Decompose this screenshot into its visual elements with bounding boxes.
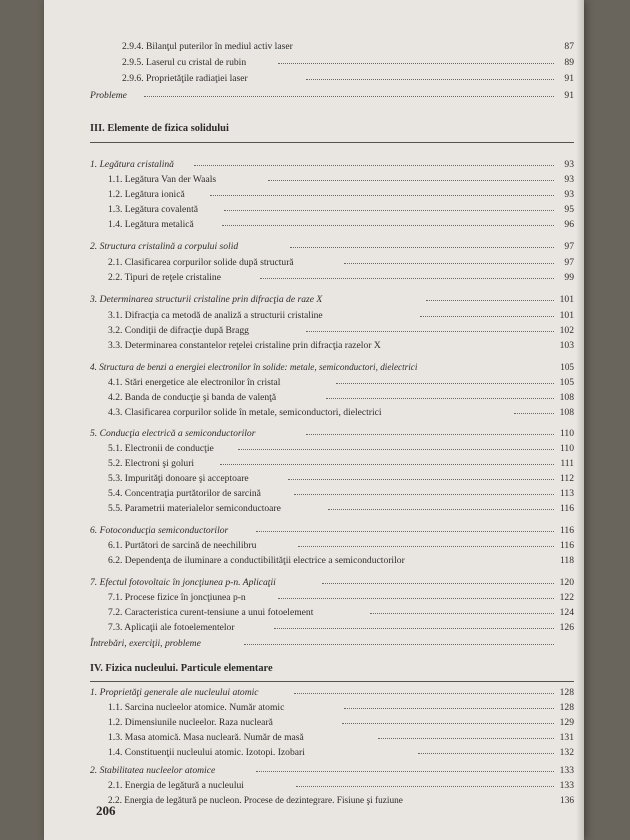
leader-dots [238,448,554,450]
leader-dots [256,770,554,772]
toc-entry-title: 5.2. Electroni şi goluri [108,458,195,469]
chapter-title: III. Elemente de fizica solidului [90,123,229,134]
toc-entry-IV-1-2 [44,716,584,730]
leader-dots [336,382,554,384]
toc-entry-7-2 [44,606,584,620]
leader-dots [294,493,554,495]
toc-entry-title: 4. Structura de benzi a energiei electronilor în solide: metale, semiconductori, dielectrici [90,362,418,372]
toc-entry-title: 6.1. Purtători de sarcină de neechilibru [108,540,257,551]
leader-dots [288,478,554,480]
leader-dots [144,95,554,97]
toc-entry-title: 2.2. Energia de legătură pe nucleon. Procese de dezintegrare. Fisiune şi fuziune [108,796,403,806]
toc-entry-page: 99 [564,272,574,283]
toc-entry-7-1 [44,591,584,605]
leader-dots [244,643,554,645]
toc-entry-page: 122 [559,592,574,603]
toc-entry-title: 2.9.4. Bilanţul puterilor în mediul activ laser [122,41,293,52]
toc-entry-IV-2-1 [44,779,584,793]
leader-dots [344,262,554,264]
toc-entry-page: 111 [560,458,574,469]
toc-entry-title: 6.2. Dependenţa de iluminare a conductibilităţii electrice a semiconductorilor [108,555,405,566]
leader-dots [260,277,554,279]
toc-section-2 [44,240,584,254]
toc-entry-4-1 [44,376,584,390]
toc-entry-title: 5.1. Electronii de conducţie [108,443,214,454]
toc-entry-page: 128 [559,702,574,713]
toc-entry-5-3 [44,472,584,486]
toc-entry-page: 128 [559,687,574,698]
toc-entry-page: 93 [564,189,574,200]
leader-dots [342,722,554,724]
chapter-rule [90,681,574,682]
toc-entry-1-4 [44,218,584,232]
toc-entry-title: 7.1. Procese fizice în joncţiunea p-n [108,592,246,603]
leader-dots [296,785,554,787]
leader-dots [418,752,554,754]
toc-entry-title: 1.4. Constituenţii nucleului atomic. Izotopi. Izobari [108,747,305,758]
toc-entry-title: 2.9.5. Laserul cu cristal de rubin [122,57,247,68]
toc-entry-1-3 [44,203,584,217]
toc-entry-IV-1-4 [44,746,584,760]
toc-entry-page: 132 [559,747,574,758]
leader-dots [256,530,554,532]
toc-entry-5-2 [44,457,584,471]
toc-section-6 [44,524,584,538]
toc-entry-1-1 [44,173,584,187]
toc-entry-page: 97 [564,241,574,252]
leader-dots [274,627,554,629]
toc-entry-page: 126 [559,622,574,633]
toc-entry-title: 1.2. Legătura ionică [108,189,185,200]
toc-entry-3-2 [44,324,584,338]
chapter-rule [90,142,574,143]
toc-entry-title: 3. Determinarea structurii cristaline prin difracţia de raze X [90,294,323,305]
leader-dots [326,397,554,399]
toc-entry-page: 97 [564,257,574,268]
toc-entry-title: 5.3. Impurităţi donoare şi acceptoare [108,473,249,484]
toc-entry-4-2 [44,391,584,405]
leader-dots [222,224,554,226]
toc-entry-title: 5.4. Concentraţia purtătorilor de sarcină [108,488,261,499]
toc-entry-title: 5. Conducţia electrică a semiconductorilor [90,428,256,439]
leader-dots [294,692,554,694]
toc-entry-page: 116 [559,540,574,551]
toc-section-4 [44,360,584,374]
toc-entry-2-9-4 [44,40,584,54]
toc-entry-page: 96 [564,219,574,230]
toc-entry-page: 124 [559,607,574,618]
toc-chapter-III [44,122,584,136]
toc-entry-title: 7.3. Aplicaţii ale fotoelementelor [108,622,235,633]
toc-entry-title: 1. Legătura cristalină [90,159,174,170]
leader-dots [378,737,554,739]
toc-entry-title: 4.3. Clasificarea corpurilor solide în metale, semiconductori, dielectrici [108,407,382,418]
toc-entry-page: 133 [559,765,574,776]
toc-entry-title: 4.2. Banda de conducţie şi banda de valenţă [108,392,277,403]
leader-dots [220,463,554,465]
toc-entry-page: 133 [559,780,574,791]
toc-entry-page: 120 [559,577,574,588]
toc-entry-IV-1-3 [44,731,584,745]
toc-section-IV-1 [44,686,584,700]
toc-entry-5-1 [44,442,584,456]
toc-entry-title: 1.1. Sarcina nucleelor atomice. Număr atomic [108,702,285,713]
toc-entry-2-1 [44,256,584,270]
toc-entry-2-9-6 [44,72,584,86]
toc-entry-IV-1-1 [44,701,584,715]
toc-entry-page: 91 [564,73,574,84]
toc-entry-page: 91 [564,90,574,101]
toc-entry-title: 1.3. Masa atomică. Masa nucleară. Număr de masă [108,732,304,743]
toc-entry-3-1 [44,309,584,323]
chapter-title: IV. Fizica nucleului. Particule elementare [90,663,273,674]
leader-dots [306,78,554,80]
leader-dots [328,508,554,510]
leader-dots [224,209,554,211]
toc-entry-page: 105 [560,362,574,372]
toc-entry-page: 136 [560,796,574,806]
toc-entry-page: 113 [559,488,574,499]
toc-entry-3-3 [44,339,584,353]
leader-dots [306,433,554,435]
toc-entry-page: 131 [559,732,574,743]
toc-entry-page: 105 [559,377,574,388]
toc-entry-page: 129 [559,717,574,728]
toc-entry-title: 6. Fotoconducţia semiconductorilor [90,525,229,536]
toc-entry-title: 7.2. Caracteristica curent-tensiune a unui fotoelement [108,607,314,618]
toc-entry-page: 116 [559,503,574,514]
leader-dots [514,412,554,414]
toc-entry-page: 110 [559,443,574,454]
toc-entry-title: 1. Proprietăţi generale ale nucleului atomic [90,687,259,698]
toc-entry-page: 103 [559,340,574,351]
toc-section-3 [44,293,584,307]
toc-entry-title: 1.4. Legătura metalică [108,219,194,230]
toc-section-1 [44,158,584,172]
toc-entry-page: 102 [559,325,574,336]
toc-entry-title: 2.9.6. Proprietăţile radiaţiei laser [122,73,248,84]
toc-entry-title: Întrebări, exerciţii, probleme [90,638,201,649]
leader-dots [298,545,554,547]
toc-entry-probleme [44,89,584,103]
leader-dots [278,597,554,599]
leader-dots [278,62,554,64]
leader-dots [426,299,554,301]
toc-entry-title: 2.2. Tipuri de reţele cristaline [108,272,221,283]
book-page [44,0,584,840]
toc-entry-page: 116 [559,525,574,536]
toc-entry-intrebari [44,637,584,651]
toc-section-IV-2 [44,764,584,778]
toc-entry-5-5 [44,502,584,516]
toc-entry-title: 1.3. Legătura covalentă [108,204,199,215]
leader-dots [290,246,554,248]
toc-entry-title: 2.1. Clasificarea corpurilor solide după structură [108,257,294,268]
toc-entry-page: 89 [564,57,574,68]
toc-entry-page: 112 [559,473,574,484]
toc-chapter-IV [44,662,584,676]
toc-entry-title: Probleme [90,90,127,101]
leader-dots [322,582,554,584]
toc-entry-page: 93 [564,174,574,185]
toc-entry-2-2 [44,271,584,285]
leader-dots [194,164,554,166]
toc-entry-title: 3.2. Condiţii de difracţie după Bragg [108,325,249,336]
toc-entry-2-9-5 [44,56,584,70]
toc-entry-5-4 [44,487,584,501]
toc-entry-page: 101 [559,294,574,305]
toc-entry-title: 2.1. Energia de legătură a nucleului [108,780,244,791]
toc-entry-4-3 [44,406,584,420]
toc-entry-page: 95 [564,204,574,215]
toc-entry-title: 1.2. Dimensiunile nucleelor. Raza nucleară [108,717,273,728]
toc-entry-IV-2-2 [44,794,584,808]
toc-entry-7-3 [44,621,584,635]
toc-entry-6-1 [44,539,584,553]
page-number: 206 [96,803,116,818]
toc-entry-title: 1.1. Legătura Van der Waals [108,174,217,185]
leader-dots [268,179,554,181]
toc-entry-page: 87 [564,41,574,52]
toc-entry-page: 118 [559,555,574,566]
toc-entry-title: 5.5. Parametrii materialelor semiconductoare [108,503,281,514]
toc-entry-title: 3.3. Determinarea constantelor reţelei cristaline prin difracţia razelor X [108,340,381,351]
toc-entry-1-2 [44,188,584,202]
toc-entry-title: 2. Stabilitatea nucleelor atomice [90,765,216,776]
toc-entry-title: 4.1. Stări energetice ale electronilor în cristal [108,377,281,388]
leader-dots [306,330,554,332]
toc-section-7 [44,576,584,590]
toc-entry-page: 93 [564,159,574,170]
toc-entry-page: 108 [559,392,574,403]
toc-entry-title: 3.1. Difracţia ca metodă de analiză a structurii cristaline [108,310,323,321]
toc-entry-title: 2. Structura cristalină a corpului solid [90,241,239,252]
toc-entry-title: 7. Efectul fotovoltaic în joncţiunea p-n. Aplicaţii [90,577,276,588]
leader-dots [370,612,554,614]
toc-entry-6-2 [44,554,584,568]
toc-section-5 [44,427,584,441]
leader-dots [210,194,554,196]
leader-dots [420,315,554,317]
toc-entry-page: 110 [559,428,574,439]
toc-entry-page: 108 [559,407,574,418]
toc-entry-page: 101 [559,310,574,321]
leader-dots [344,707,554,709]
